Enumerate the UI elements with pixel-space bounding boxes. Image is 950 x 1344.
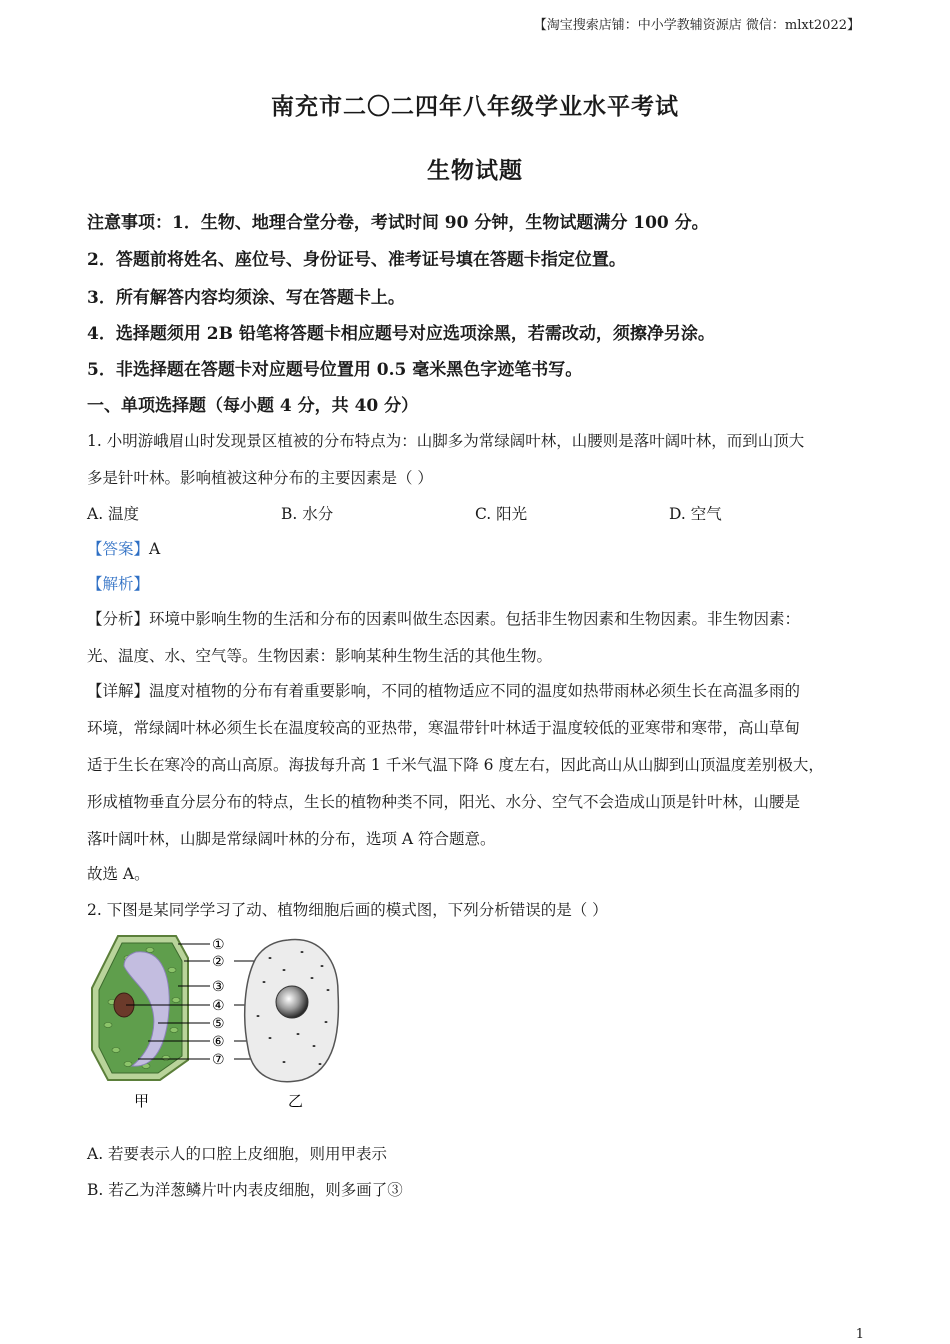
q1-detail-line1 [87, 679, 800, 701]
answer-tag: 【答案】 [87, 540, 150, 558]
note-5: 5．非选择题在答题卡对应题号位置用 0.5 毫米黑色字迹笔书写。 [87, 360, 583, 380]
fenxi-text: 环境中影响生物的生活和分布的因素叫做生态因素。包括非生物因素和生物因素。非生物因素： [149, 610, 801, 628]
figure-number: ③ [212, 979, 225, 995]
q2-option-b: B. 若乙为洋葱鳞片叶内表皮细胞，则多画了③ [87, 1181, 403, 1199]
q1-answer [87, 537, 160, 559]
figure-label-jia: 甲 [134, 1092, 150, 1110]
q2-stem: 2. 下图是某同学学习了动、植物细胞后画的模式图，下列分析错误的是（ ） [87, 901, 608, 919]
note-3: 3．所有解答内容均须涂、写在答题卡上。 [87, 288, 405, 308]
q1-fenxi-line1 [87, 607, 800, 629]
detail-text: 温度对植物的分布有着重要影响，不同的植物适应不同的温度如热带雨林必须生长在高温多雨的 [149, 682, 801, 700]
figure-number: ⑤ [212, 1016, 225, 1032]
q1-fenxi-line2: 光、温度、水、空气等。生物因素：影响某种生物生活的其他生物。 [87, 647, 553, 665]
figure-number: ① [212, 937, 225, 953]
q1-detail-line5: 落叶阔叶林，山脚是常绿阔叶林的分布，选项 A 符合题意。 [87, 830, 496, 848]
q1-stem-line2: 多是针叶林。影响植被这种分布的主要因素是（ ） [87, 469, 433, 487]
section-heading: 一、单项选择题（每小题 4 分，共 40 分） [87, 396, 419, 416]
figure-number: ⑦ [212, 1052, 225, 1068]
q1-option-d: D. 空气 [669, 505, 722, 523]
note-1: 注意事项：1．生物、地理合堂分卷，考试时间 90 分钟，生物试题满分 100 分。 [87, 213, 709, 233]
animal-nucleus [276, 986, 308, 1018]
figure-number-labels [212, 937, 225, 1068]
note-2: 2．答题前将姓名、座位号、身份证号、准考证号填在答题卡指定位置。 [87, 250, 626, 270]
q2-option-a: A. 若要表示人的口腔上皮细胞，则用甲表示 [87, 1145, 388, 1163]
fenxi-tag: 【分析】 [87, 610, 150, 628]
detail-tag: 【详解】 [87, 682, 150, 700]
q1-option-b: B. 水分 [281, 505, 334, 523]
exam-title: 南充市二〇二四年八年级学业水平考试 [271, 93, 679, 120]
figure-number: ④ [212, 998, 225, 1014]
q1-detail-line2: 环境，常绿阔叶林必须生长在温度较高的亚热带，寒温带针叶林适于温度较低的亚寒带和寒带，高山草甸 [87, 719, 801, 737]
q1-conclusion: 故选 A。 [87, 865, 150, 883]
note-4: 4．选择题须用 2B 铅笔将答题卡相应题号对应选项涂黑，若需改动，须擦净另涂。 [87, 324, 715, 344]
cell-diagram [88, 930, 358, 1115]
q1-option-a: A. 温度 [87, 505, 140, 523]
answer-value: A [149, 540, 161, 558]
q1-option-c: C. 阳光 [475, 505, 528, 523]
q1-stem-line1: 1. 小明游峨眉山时发现景区植被的分布特点为：山脚多为常绿阔叶林，山腰则是落叶阔叶林，而到山顶大 [87, 432, 805, 450]
figure-number: ② [212, 954, 225, 970]
analysis-tag: 【解析】 [87, 575, 150, 593]
q1-detail-line4: 形成植物垂直分层分布的特点，生长的植物种类不同，阳光、水分、空气不会造成山顶是针叶林，山腰是 [87, 793, 801, 811]
exam-subtitle: 生物试题 [427, 157, 523, 184]
figure-label-yi: 乙 [288, 1092, 304, 1110]
page-header: 【淘宝搜索店铺：中小学教辅资源店 微信：mlxt2022】 [533, 18, 860, 33]
page-number: 1 [855, 1327, 864, 1342]
q1-detail-line3: 适于生长在寒冷的高山高原。海拔每升高 1 千米气温下降 6 度左右，因此高山从山脚到山顶温度差别极大， [87, 756, 824, 774]
figure-number: ⑥ [212, 1034, 225, 1050]
